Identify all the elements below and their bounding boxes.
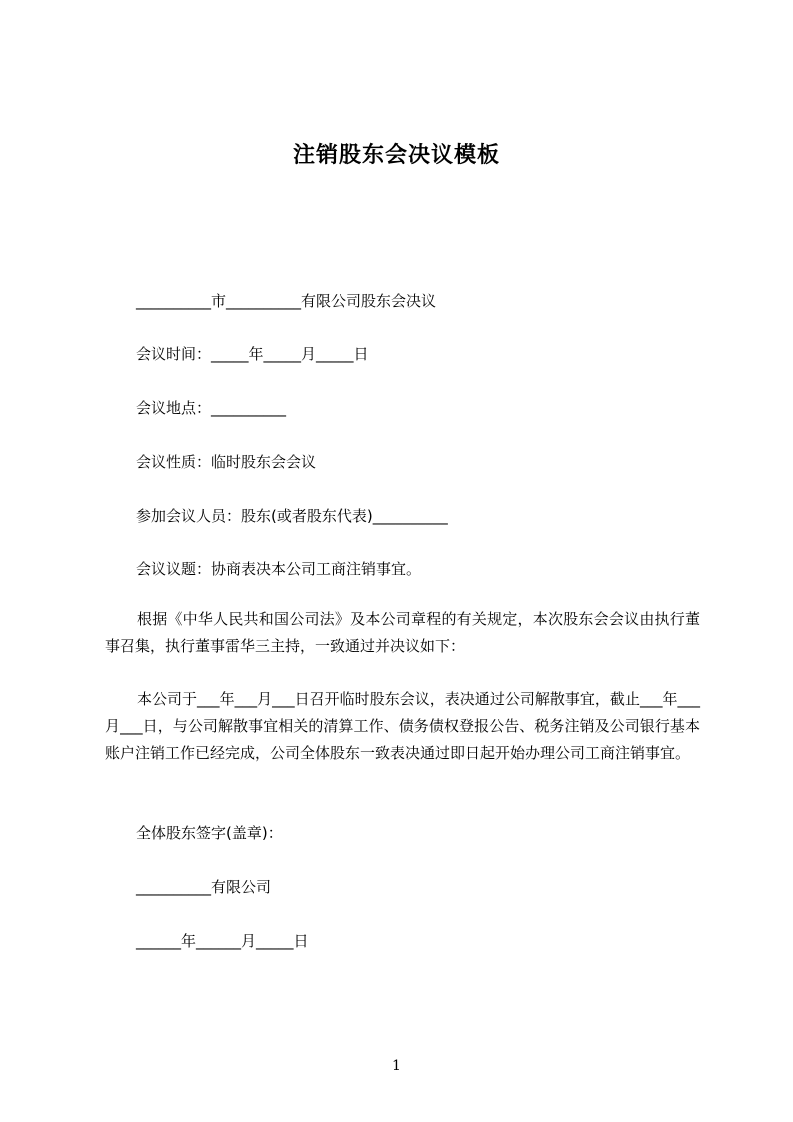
signature-label: 全体股东签字(盖章)：: [136, 824, 283, 842]
resolution-heading-line: __________市__________有限公司股东会决议: [136, 292, 437, 310]
company-name-line: __________有限公司: [136, 878, 272, 896]
signing-date-line: ______年______月_____日: [136, 932, 309, 950]
agenda-line: 会议议题：协商表决本公司工商注销事宜。: [136, 560, 422, 578]
attendees-line: 参加会议人员：股东(或者股东代表)__________: [136, 507, 448, 525]
resolution-paragraph-intro: 根据《中华人民共和国公司法》及本公司章程的有关规定，本次股东会会议由执行董事召集，执行董事雷华三主持，一致通过并决议如下：: [105, 610, 700, 655]
meeting-time-line: 会议时间：_____年_____月_____日: [136, 345, 369, 363]
page-number: 1: [392, 1058, 401, 1074]
resolution-paragraph-body: 本公司于___年___月___日召开临时股东会议，表决通过公司解散事宜，截止___年___月___日，与公司解散事宜相关的清算工作、债务债权登报公告、税务注销及公司银行基本账户注销工作已经完成，公司全体股东一致表决通过即日起开始办理公司工商注销事宜。: [105, 690, 700, 762]
document-title: 注销股东会决议模板: [292, 143, 500, 168]
meeting-place-line: 会议地点：__________: [136, 399, 287, 417]
meeting-nature-line: 会议性质：临时股东会会议: [136, 453, 317, 471]
